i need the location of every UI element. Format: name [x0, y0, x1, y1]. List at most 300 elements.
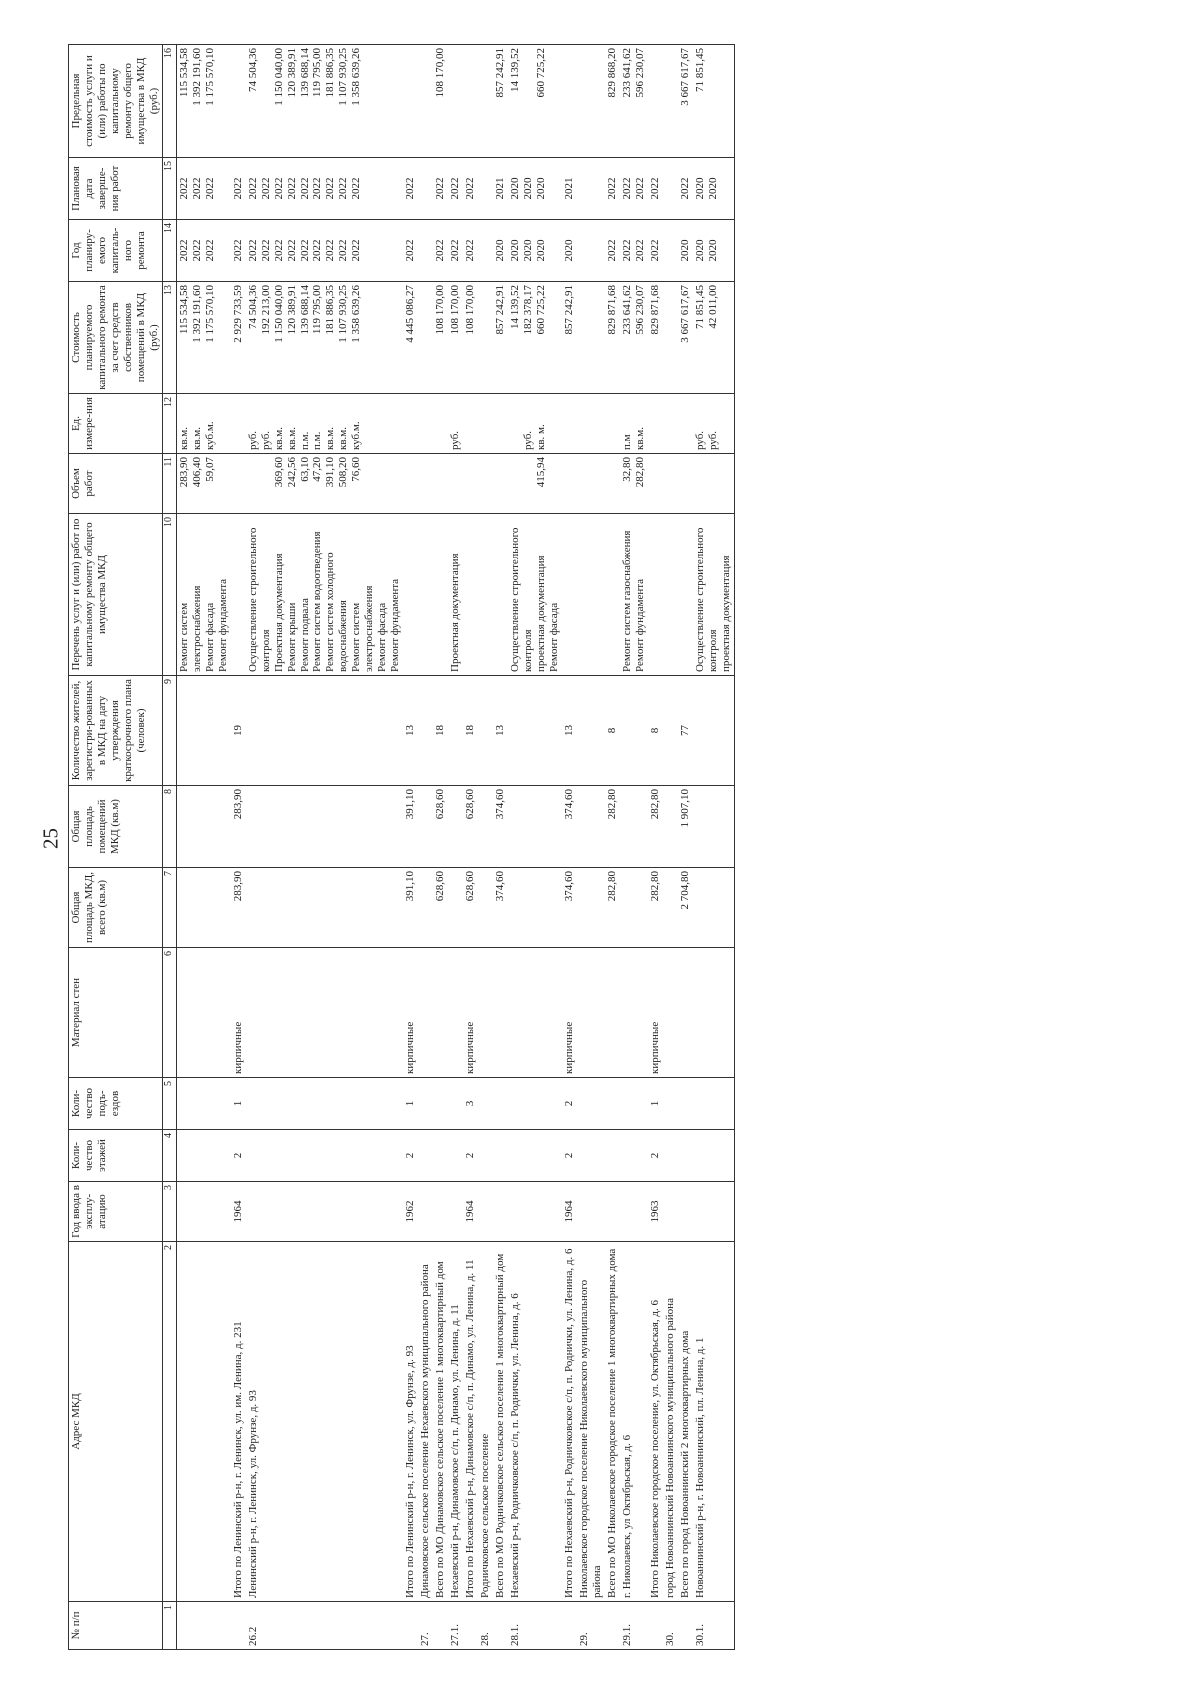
wall-material-cell	[605, 948, 620, 1078]
plan-year-cell	[433, 220, 448, 282]
unit-cell	[648, 394, 663, 454]
volume-cell	[463, 454, 478, 514]
premises-area-cell	[176, 786, 230, 868]
max-cost-cell	[478, 45, 493, 158]
year-cell	[605, 1182, 620, 1242]
table-row	[577, 45, 605, 1650]
wall-material-cell	[663, 948, 678, 1078]
plan-date-cell	[448, 158, 463, 220]
total-area-cell	[246, 868, 404, 948]
unit-cell	[463, 394, 478, 454]
volume-cell	[577, 454, 605, 514]
total-area-cell: 282,80	[648, 868, 663, 948]
cost-cell	[577, 282, 605, 394]
unit-cell	[478, 394, 493, 454]
column-number: 12	[162, 394, 176, 454]
plan-year-line: 2020	[706, 239, 719, 262]
cost-line: 120 389,91	[285, 285, 298, 335]
volume-cell	[478, 454, 493, 514]
residents-cell	[176, 676, 230, 786]
header-row	[69, 45, 163, 1650]
year-cell	[693, 1182, 734, 1242]
table-row	[463, 45, 478, 1650]
address-cell: Нехаевский р-н, Динамовское с/п, п. Динамо, ул. Ленина, д. 11	[448, 1242, 463, 1602]
table-row	[693, 45, 734, 1650]
cost-line: 42 011,00	[706, 285, 719, 329]
works-cell	[663, 514, 678, 676]
unit-line: кв.м.	[272, 427, 285, 450]
entrances-cell	[577, 1078, 605, 1130]
address-cell: Всего по МО Николаевское городское поселение 1 многоквартирных дома	[605, 1242, 620, 1602]
table-row	[433, 45, 448, 1650]
plan-year-cell	[605, 220, 620, 282]
max-cost-line	[449, 48, 462, 154]
cost-line: 857 242,91	[562, 285, 575, 335]
plan-year-line: 2022	[298, 239, 311, 262]
wall-material-cell: кирпичные	[463, 948, 478, 1078]
volume-line	[449, 457, 462, 510]
cost-cell	[246, 282, 404, 394]
plan-date-line: 2021	[562, 177, 575, 200]
premises-area-cell	[508, 786, 562, 868]
premises-area-cell: 374,60	[562, 786, 577, 868]
plan-date-line: 2022	[648, 177, 661, 200]
premises-area-cell: 282,80	[605, 786, 620, 868]
column-number: 16	[162, 45, 176, 158]
residents-cell: 13	[562, 676, 577, 786]
volume-line	[522, 457, 535, 510]
entrances-cell	[678, 1078, 693, 1130]
works-cell	[403, 514, 418, 676]
column-number: 6	[162, 948, 176, 1078]
volume-cell	[403, 454, 418, 514]
total-area-cell	[663, 868, 678, 948]
residents-cell	[663, 676, 678, 786]
unit-cell	[663, 394, 678, 454]
address-cell: Всего по город Новоаннинский 2 многоквартирных дома	[678, 1242, 693, 1602]
year-cell	[433, 1182, 448, 1242]
max-cost-cell	[620, 45, 648, 158]
column-header: Плановая дата заверше-ния работ	[69, 158, 163, 220]
volume-line: 242,56	[285, 457, 298, 488]
max-cost-line: 3 667 617,67	[678, 48, 691, 106]
plan-date-cell	[418, 158, 433, 220]
floors-cell	[448, 1130, 463, 1182]
residents-cell	[508, 676, 562, 786]
residents-cell: 13	[403, 676, 418, 786]
floors-cell	[176, 1130, 230, 1182]
entrances-cell	[508, 1078, 562, 1130]
cost-line: 192 213,00	[259, 285, 272, 335]
column-number-row	[162, 45, 176, 1650]
works-line: Ремонт систем электроснабжения	[350, 585, 376, 672]
unit-line: руб.	[693, 430, 706, 450]
residents-cell	[448, 676, 463, 786]
unit-line: кв.м.	[190, 427, 203, 450]
unit-line: кв.м.	[285, 427, 298, 450]
plan-date-line: 2022	[259, 177, 272, 200]
row-number	[493, 1602, 508, 1650]
plan-year-line: 2022	[324, 239, 337, 262]
column-header: Стоимость планируемого капитального ремонта за счет средств собственников помещений в МКД (руб.)	[69, 282, 163, 394]
wall-material-cell: кирпичные	[562, 948, 577, 1078]
row-number: 30.	[663, 1602, 678, 1650]
year-cell	[678, 1182, 693, 1242]
floors-cell	[433, 1130, 448, 1182]
unit-cell	[176, 394, 230, 454]
row-number	[231, 1602, 246, 1650]
entrances-cell: 1	[231, 1078, 246, 1130]
table-body	[176, 45, 734, 1650]
column-number: 11	[162, 454, 176, 514]
unit-line: куб.м.	[350, 421, 363, 450]
floors-cell	[693, 1130, 734, 1182]
floors-cell	[577, 1130, 605, 1182]
floors-cell	[678, 1130, 693, 1182]
plan-date-line: 2022	[190, 177, 203, 200]
cost-line: 108 170,00	[434, 285, 447, 335]
address-cell: Ленинский р-н, г. Ленинск, ул. Фрунзе, д. 93	[246, 1242, 404, 1602]
unit-line: куб.м.	[203, 421, 216, 450]
works-line: Ремонт подвала	[298, 598, 311, 672]
plan-year-line: 2022	[620, 239, 633, 262]
column-number: 10	[162, 514, 176, 676]
max-cost-cell	[246, 45, 404, 158]
column-header: Перечень услуг и (или) работ по капитальному ремонту общего имущества МКД	[69, 514, 163, 676]
address-cell: Динамовское сельское поселение Нехаевского муниципального района	[418, 1242, 433, 1602]
total-area-cell	[418, 868, 433, 948]
volume-line: 369,60	[272, 457, 285, 488]
cost-line: 1 150 040,00	[272, 285, 285, 343]
column-header: Коли-чество подъ-ездов	[69, 1078, 163, 1130]
works-line: Ремонт фасада	[203, 602, 216, 672]
volume-line: 415,94	[534, 457, 547, 488]
floors-cell: 2	[463, 1130, 478, 1182]
entrances-cell	[663, 1078, 678, 1130]
plan-year-cell	[246, 220, 404, 282]
volume-cell	[663, 454, 678, 514]
cost-line: 1 107 930,25	[337, 285, 350, 343]
volume-line: 508,20	[337, 457, 350, 488]
plan-date-cell	[493, 158, 508, 220]
residents-cell: 77	[678, 676, 693, 786]
column-header: Адрес МКД	[69, 1242, 163, 1602]
unit-line: кв.м.	[177, 427, 190, 450]
volume-line: 32,80	[620, 457, 633, 482]
plan-year-line: 2022	[259, 239, 272, 262]
premises-area-cell: 391,10	[403, 786, 418, 868]
unit-cell	[577, 394, 605, 454]
total-area-cell: 374,60	[493, 868, 508, 948]
max-cost-line: 139 688,14	[298, 48, 311, 98]
unit-cell	[403, 394, 418, 454]
plan-date-cell	[562, 158, 577, 220]
address-cell: Итого по Ленинский р-н, г. Ленинск, ул. им. Ленина, д. 231	[231, 1242, 246, 1602]
entrances-cell	[433, 1078, 448, 1130]
volume-line: 63,10	[298, 457, 311, 482]
cost-cell	[478, 282, 493, 394]
works-line: Проектная документация	[272, 553, 285, 672]
total-area-cell	[478, 868, 493, 948]
max-cost-line: 108 170,00	[434, 48, 447, 98]
total-area-cell: 628,60	[433, 868, 448, 948]
max-cost-line	[522, 48, 535, 154]
wall-material-cell	[508, 948, 562, 1078]
plan-year-cell	[678, 220, 693, 282]
max-cost-line: 829 868,20	[605, 48, 618, 98]
residents-cell: 13	[493, 676, 508, 786]
table-row	[418, 45, 433, 1650]
column-header: Год планиру-емого капиталь-ного ремонта	[69, 220, 163, 282]
address-cell: город Новоаннинский Новоаннинского муниципального района	[663, 1242, 678, 1602]
plan-date-line: 2022	[203, 177, 216, 200]
plan-year-cell	[508, 220, 562, 282]
plan-year-line: 2022	[434, 239, 447, 262]
table-row	[231, 45, 246, 1650]
row-number	[463, 1602, 478, 1650]
column-header: Коли-чество этажей	[69, 1130, 163, 1182]
unit-cell	[448, 394, 463, 454]
works-line: Ремонт фасада	[376, 602, 389, 672]
row-number: 28.	[478, 1602, 493, 1650]
cost-line: 233 641,62	[620, 285, 633, 335]
unit-cell	[231, 394, 246, 454]
volume-cell	[433, 454, 448, 514]
works-line: Ремонт крыши	[285, 602, 298, 672]
premises-area-cell	[448, 786, 463, 868]
premises-area-cell	[418, 786, 433, 868]
cost-cell	[403, 282, 418, 394]
plan-date-line: 2022	[231, 177, 244, 200]
unit-cell	[678, 394, 693, 454]
column-header: Объем работ	[69, 454, 163, 514]
plan-year-line: 2020	[678, 239, 691, 262]
row-number	[562, 1602, 577, 1650]
wall-material-cell	[418, 948, 433, 1078]
unit-cell	[620, 394, 648, 454]
max-cost-cell	[403, 45, 418, 158]
cost-cell	[562, 282, 577, 394]
year-cell: 1964	[231, 1182, 246, 1242]
total-area-cell: 374,60	[562, 868, 577, 948]
works-cell	[605, 514, 620, 676]
residents-cell: 18	[433, 676, 448, 786]
plan-date-cell	[433, 158, 448, 220]
cost-line: 4 445 086,27	[404, 285, 417, 343]
wall-material-cell	[246, 948, 404, 1078]
plan-date-line: 2021	[494, 177, 507, 200]
plan-year-line: 2022	[605, 239, 618, 262]
address-cell: Родничковское сельское поселение	[478, 1242, 493, 1602]
plan-year-cell	[620, 220, 648, 282]
cost-line: 108 170,00	[464, 285, 477, 335]
cost-line: 2 929 733,59	[231, 285, 244, 343]
cost-line: 829 871,68	[605, 285, 618, 335]
plan-date-line: 2022	[404, 177, 417, 200]
unit-line: п.м.	[298, 431, 311, 450]
plan-date-line: 2020	[522, 177, 534, 200]
unit-cell	[693, 394, 734, 454]
max-cost-line: 1 107 930,25	[337, 48, 350, 106]
works-cell	[176, 514, 230, 676]
cost-line: 1 358 639,26	[350, 285, 363, 343]
cost-cell	[493, 282, 508, 394]
year-cell	[418, 1182, 433, 1242]
max-cost-cell	[693, 45, 734, 158]
max-cost-cell	[605, 45, 620, 158]
works-line: Ремонт фасада	[547, 602, 560, 672]
plan-year-line: 2022	[350, 239, 363, 262]
column-header: Год ввода в эксплу-атацию	[69, 1182, 163, 1242]
year-cell: 1964	[463, 1182, 478, 1242]
plan-year-line: 2020	[534, 239, 547, 262]
year-cell	[663, 1182, 678, 1242]
volume-cell	[176, 454, 230, 514]
cost-line: 829 871,68	[648, 285, 661, 335]
volume-line: 391,10	[324, 457, 337, 488]
address-cell: Новоаннинский р-н, г. Новоаннинский, пл. Ленина, д. 1	[693, 1242, 734, 1602]
volume-line: 282,80	[633, 457, 646, 488]
residents-cell	[478, 676, 493, 786]
cost-cell	[463, 282, 478, 394]
unit-line: кв. м.	[534, 424, 547, 450]
unit-cell	[605, 394, 620, 454]
column-number: 7	[162, 868, 176, 948]
premises-area-cell	[693, 786, 734, 868]
premises-area-cell	[246, 786, 404, 868]
wall-material-cell	[448, 948, 463, 1078]
unit-cell	[433, 394, 448, 454]
plan-year-cell	[448, 220, 463, 282]
works-cell	[678, 514, 693, 676]
works-cell	[231, 514, 246, 676]
premises-area-cell	[663, 786, 678, 868]
plan-year-cell	[403, 220, 418, 282]
unit-cell	[418, 394, 433, 454]
volume-cell	[246, 454, 404, 514]
works-line: Ремонт фундамента	[216, 578, 229, 672]
residents-cell: 8	[605, 676, 620, 786]
row-number	[605, 1602, 620, 1650]
residents-cell	[418, 676, 433, 786]
column-number: 1	[162, 1602, 176, 1650]
plan-date-cell	[463, 158, 478, 220]
plan-date-line: 2022	[605, 177, 618, 200]
column-number: 15	[162, 158, 176, 220]
plan-year-line: 2020	[509, 239, 522, 262]
plan-date-cell	[663, 158, 678, 220]
max-cost-line: 74 504,36	[246, 48, 259, 92]
entrances-cell	[493, 1078, 508, 1130]
plan-date-line: 2022	[177, 177, 190, 200]
unit-cell	[493, 394, 508, 454]
column-number: 5	[162, 1078, 176, 1130]
volume-cell	[605, 454, 620, 514]
table-row	[678, 45, 693, 1650]
cost-line: 3 667 617,67	[678, 285, 691, 343]
floors-cell: 2	[403, 1130, 418, 1182]
wall-material-cell: кирпичные	[648, 948, 663, 1078]
floors-cell	[663, 1130, 678, 1182]
plan-date-cell	[648, 158, 663, 220]
unit-line: кв.м.	[337, 427, 350, 450]
year-cell	[478, 1182, 493, 1242]
repair-plan-table	[68, 44, 735, 1650]
plan-date-cell	[693, 158, 734, 220]
plan-year-cell	[478, 220, 493, 282]
plan-date-line: 2022	[678, 177, 691, 200]
cost-line: 857 242,91	[494, 285, 507, 335]
residents-cell	[246, 676, 404, 786]
plan-date-line: 2020	[706, 177, 719, 200]
page-number: 25	[38, 828, 63, 849]
works-line: Осуществление строительного контроля	[246, 527, 272, 672]
premises-area-cell: 628,60	[463, 786, 478, 868]
year-cell	[577, 1182, 605, 1242]
works-line: Ремонт систем газоснабжения	[620, 530, 633, 672]
entrances-cell	[246, 1078, 404, 1130]
column-header: № п/п	[69, 1602, 163, 1650]
unit-line: п.м	[620, 434, 633, 450]
address-cell: Итого Николаевское городское поселение, ул. Октябрьская, д. 6	[648, 1242, 663, 1602]
cost-cell	[418, 282, 433, 394]
plan-date-line: 2022	[272, 177, 285, 200]
plan-year-cell	[231, 220, 246, 282]
row-number: 26.2	[246, 1602, 404, 1650]
row-number	[176, 1602, 230, 1650]
volume-cell	[648, 454, 663, 514]
address-cell: Итого по Ленинский р-н, г. Ленинск, ул. Фрунзе, д. 93	[403, 1242, 418, 1602]
unit-line	[509, 397, 522, 450]
address-cell: Итого по Нехаевский р-н, Динамовское с/п, п. Динамо, ул. Ленина, д. 11	[463, 1242, 478, 1602]
premises-area-cell: 283,90	[231, 786, 246, 868]
column-header: Предельная стоимость услуги и (или) работы по капитальному ремонту общего имущества в МКД (руб.)	[69, 45, 163, 158]
max-cost-cell	[577, 45, 605, 158]
total-area-cell: 391,10	[403, 868, 418, 948]
year-cell	[620, 1182, 648, 1242]
works-line: проектная документация	[719, 555, 732, 672]
volume-line: 59,07	[203, 457, 216, 482]
cost-line: 1 392 191,60	[190, 285, 203, 343]
plan-date-line: 2022	[246, 177, 259, 200]
plan-year-line: 2020	[562, 239, 575, 262]
max-cost-cell	[418, 45, 433, 158]
residents-cell	[577, 676, 605, 786]
floors-cell	[418, 1130, 433, 1182]
cost-line: 596 230,07	[633, 285, 646, 335]
volume-cell	[508, 454, 562, 514]
max-cost-cell	[176, 45, 230, 158]
volume-cell	[678, 454, 693, 514]
plan-date-cell	[605, 158, 620, 220]
max-cost-line: 233 641,62	[620, 48, 633, 98]
cost-cell	[448, 282, 463, 394]
plan-date-line: 2022	[449, 177, 462, 200]
residents-cell: 18	[463, 676, 478, 786]
works-line: Осуществление строительного контроля	[509, 527, 534, 672]
plan-date-line: 2022	[464, 177, 477, 200]
max-cost-line: 119 795,00	[311, 48, 324, 98]
plan-date-line: 2022	[324, 177, 337, 200]
address-cell: Нехаевский р-н, Родничковское с/п, п. Роднички, ул. Ленина, д. 6	[508, 1242, 562, 1602]
max-cost-cell	[433, 45, 448, 158]
plan-year-line: 2022	[648, 239, 661, 262]
works-cell	[463, 514, 478, 676]
row-number: 29.	[577, 1602, 605, 1650]
max-cost-cell	[562, 45, 577, 158]
column-header: Количество жителей, зарегистри-рованных в МКД на дату утверждения краткосрочного плана (человек)	[69, 676, 163, 786]
entrances-cell: 1	[648, 1078, 663, 1130]
